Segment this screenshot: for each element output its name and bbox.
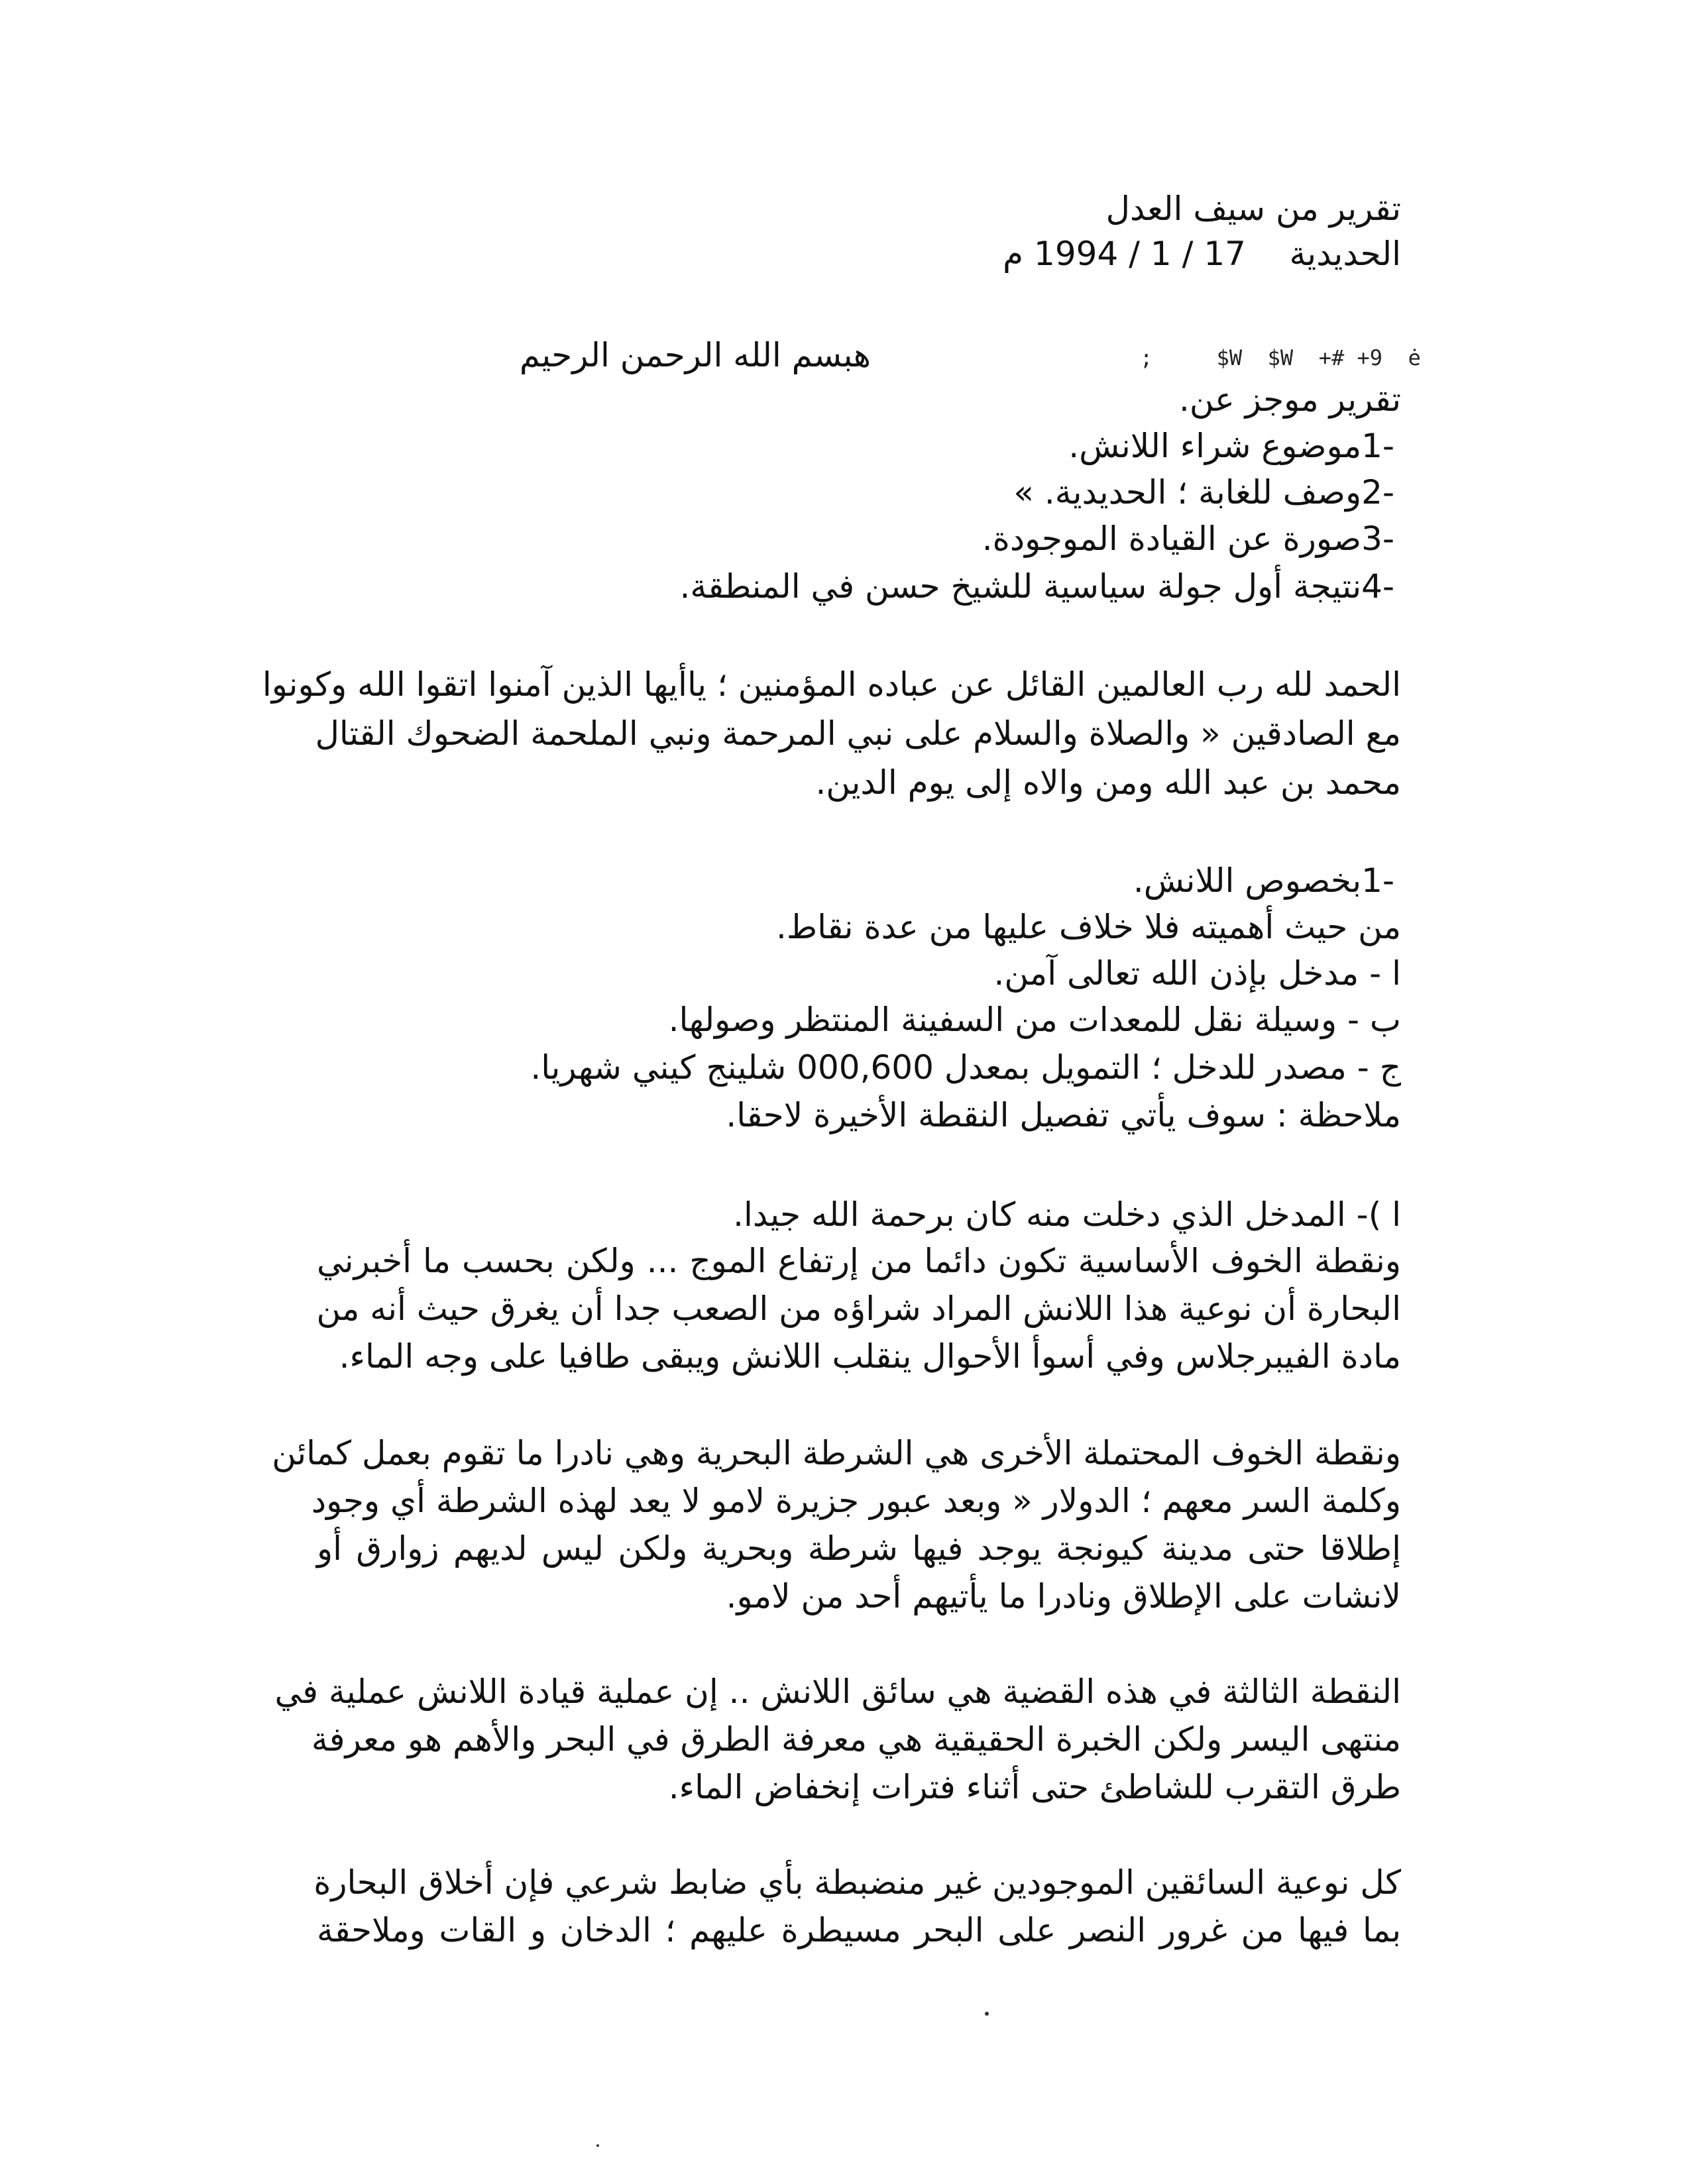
driver-line: طرق التقرب للشاطئ حتى أثناء فترات إنخفاض الماء. xyxy=(668,1768,1401,1806)
place-name: الحديدية xyxy=(1289,235,1401,273)
launch-line: من حيث أهميته فلا خلاف عليها من عدة نقاط. xyxy=(776,908,1401,946)
summary-intro: تقرير موجز عن. xyxy=(1179,380,1401,419)
report-date: 17 / 1 / 1994 م xyxy=(1003,235,1246,273)
launch-line: ب - وسيلة نقل للمعدات من السفينة المنتظر وصولها. xyxy=(668,1001,1401,1039)
scan-noise-glyphs: ; $W $W +# +9 ė xyxy=(1140,345,1421,370)
driver-line: النقطة الثالثة في هذه القضية هي سائق اللانش .. إن عملية قيادة اللانش عملية في xyxy=(274,1672,1401,1711)
launch-line: ا - مدخل بإذن الله تعالى آمن. xyxy=(993,954,1401,993)
scan-speck xyxy=(596,2144,599,2147)
police-line: إطلاقا حتى مدينة كيونجة يوجد فيها شرطة وبحرية ولكن ليس لديهم زوارق أو xyxy=(317,1529,1401,1568)
summary-item: -3صورة عن القيادة الموجودة. xyxy=(982,519,1394,558)
report-title: تقرير من سيف العدل xyxy=(1105,190,1401,228)
summary-item: -4نتيجة أول جولة سياسية للشيخ حسن في المنطقة. xyxy=(679,567,1394,606)
basmala: هبسم الله الرحمن الرحيم xyxy=(519,336,871,374)
driver-line: منتهى اليسر ولكن الخبرة الحقيقية هي معرفة الطرق في البحر والأهم هو معرفة xyxy=(311,1720,1401,1759)
entry-heading: ا )- المدخل الذي دخلت منه كان برحمة الله جيدا. xyxy=(733,1195,1401,1234)
police-line: وكلمة السر معهم ؛ الدولار « وبعد عبور جزيرة لامو لا يعد لهذه الشرطة أي وجود xyxy=(311,1482,1401,1520)
police-line: ونقطة الخوف المحتملة الأخرى هي الشرطة البحرية وهي نادرا ما تقوم بعمل كمائن xyxy=(272,1434,1401,1472)
opening-line: مع الصادقين « والصلاة والسلام على نبي المرحمة ونبي الملحمة الضحوك القتال xyxy=(315,714,1401,753)
summary-item: -2وصف للغابة ؛ الحديدية. » xyxy=(1013,473,1394,512)
entry-line: مادة الفيبرجلاس وفي أسوأ الأحوال ينقلب اللانش ويبقى طافيا على وجه الماء. xyxy=(339,1337,1401,1376)
scan-speck xyxy=(985,2012,989,2016)
drivers-line: بما فيها من غرور النصر على البحر مسيطرة عليهم ؛ الدخان و القات وملاحقة xyxy=(317,1911,1401,1949)
opening-line: محمد بن عبد الله ومن والاه إلى يوم الدين. xyxy=(815,763,1401,802)
launch-line: ج - مصدر للدخل ؛ التمويل بمعدل 000,600 شلينج كيني شهريا. xyxy=(530,1048,1401,1087)
opening-line: الحمد لله رب العالمين القائل عن عباده المؤمنين ؛ ياأيها الذين آمنوا اتقوا الله وكونوا xyxy=(262,665,1401,704)
entry-line: البحارة أن نوعية هذا اللانش المراد شراؤه من الصعب جدا أن يغرق حيث أنه من xyxy=(316,1289,1401,1328)
launch-note: ملاحظة : سوف يأتي تفصيل النقطة الأخيرة لاحقا. xyxy=(726,1096,1401,1134)
entry-line: ونقطة الخوف الأساسية تكون دائما من إرتفاع الموج ... ولكن بحسب ما أخبرني xyxy=(317,1242,1401,1280)
drivers-line: كل نوعية السائقين الموجودين غير منضبطة بأي ضابط شرعي فإن أخلاق البحارة xyxy=(313,1863,1401,1902)
section-heading: -1بخصوص اللانش. xyxy=(1133,861,1394,900)
summary-item: -1موضوع شراء اللانش. xyxy=(1068,427,1394,465)
police-line: لانشات على الإطلاق ونادرا ما يأتيهم أحد من لامو. xyxy=(726,1577,1401,1615)
